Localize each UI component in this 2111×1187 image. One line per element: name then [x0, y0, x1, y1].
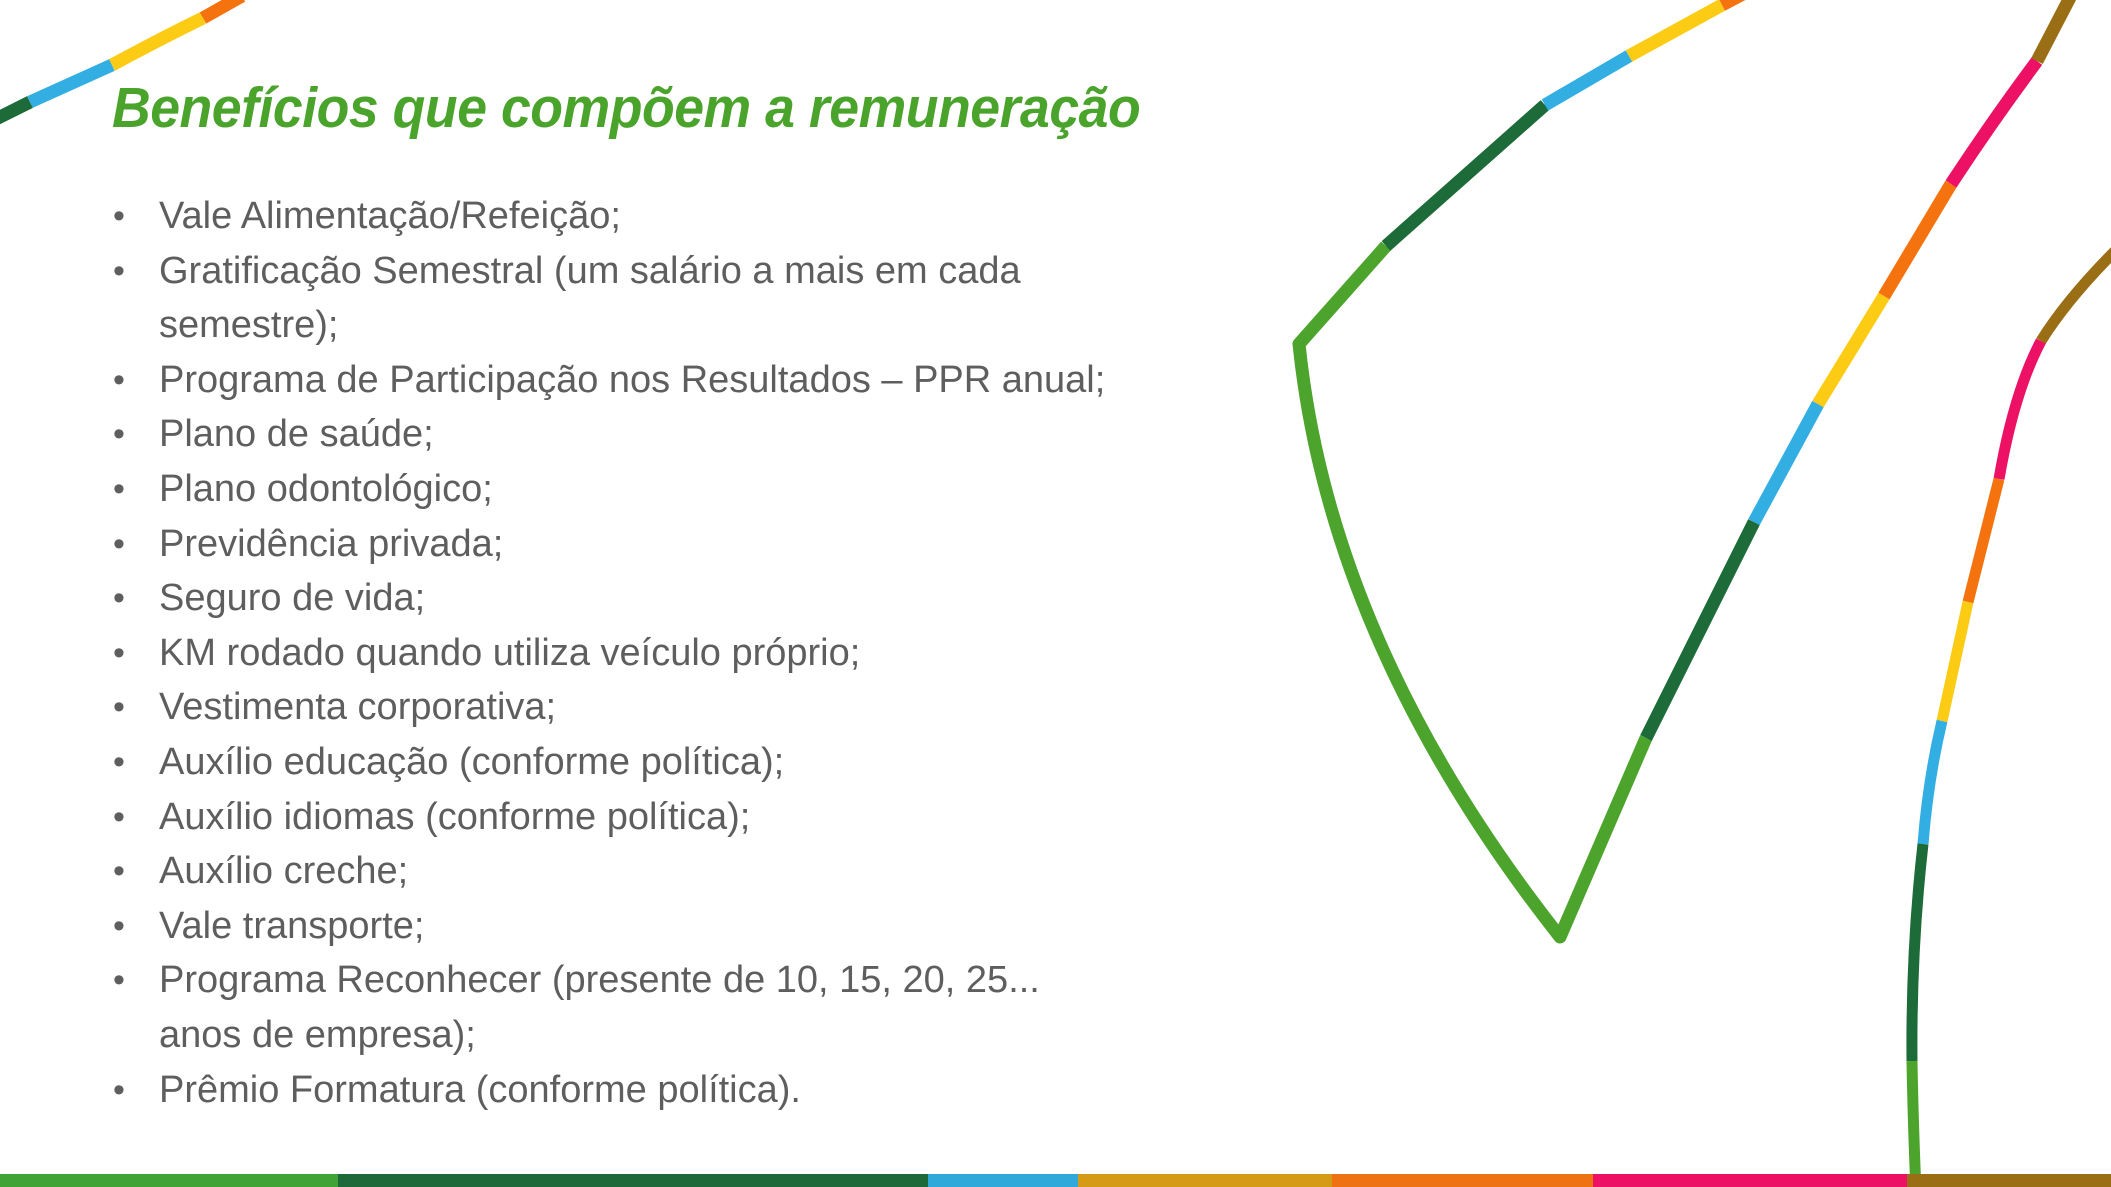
rightedge-curve-green-segment [1912, 1061, 1916, 1187]
benefit-item [113, 244, 1193, 299]
benefit-text: Auxílio creche; [159, 850, 409, 893]
bullet-marker: • [113, 469, 125, 508]
bullet-marker: • [113, 688, 125, 727]
rightedge-curve-yellow-segment [1942, 602, 1968, 721]
checkmark-left-darkgreen-segment [1386, 105, 1545, 246]
bullet-marker: • [113, 797, 125, 836]
benefit-text: Prêmio Formatura (conforme política). [159, 1068, 801, 1111]
rightedge-curve-brown-segment [2041, 249, 2111, 341]
benefit-text: Programa Reconhecer (presente de 10, 15, 20, 25... [159, 959, 1040, 1002]
checkmark-right-blue-segment [1754, 404, 1818, 522]
benefit-text: Vestimenta corporativa; [159, 686, 557, 729]
checkmark-right-darkgreen-segment [1646, 522, 1754, 738]
benefit-text: Previdência privada; [159, 522, 504, 565]
benefit-text: Gratificação Semestral (um salário a mais em cada [159, 249, 1021, 292]
benefit-item [113, 189, 1193, 244]
benefit-text: KM rodado quando utiliza veículo próprio; [159, 631, 861, 674]
bullet-marker: • [113, 742, 125, 781]
rightedge-curve-pink-segment [1999, 341, 2041, 479]
checkmark-right-orange-segment [1884, 184, 1951, 296]
bullet-marker: • [113, 961, 125, 1000]
benefit-text: anos de empresa); [159, 1013, 476, 1056]
checkmark-right-yellow-segment [1818, 296, 1884, 404]
bullet-marker: • [113, 197, 125, 235]
bottom-bar-segment [1078, 1174, 1332, 1187]
benefit-item [113, 1063, 1193, 1118]
topleft-ribbon-yellow-segment [112, 18, 203, 65]
checkmark-left-orange-segment [1722, 0, 1760, 5]
bullet-marker: • [113, 906, 125, 945]
benefit-text: Vale transporte; [159, 904, 425, 947]
topleft-ribbon-darkgreen-segment [0, 102, 30, 120]
benefit-item [113, 680, 1193, 735]
benefit-item-continuation [113, 1008, 1193, 1063]
benefit-text: Plano de saúde; [159, 413, 434, 456]
benefit-text: semestre); [159, 304, 339, 347]
benefit-text: Auxílio idiomas (conforme política); [159, 795, 751, 838]
checkmark-left-blue-segment [1545, 56, 1629, 105]
benefit-item [113, 790, 1193, 845]
benefit-text: Auxílio educação (conforme política); [159, 740, 785, 783]
bullet-marker: • [113, 633, 125, 672]
bottom-bar [0, 1174, 2111, 1187]
benefit-item [113, 571, 1193, 626]
rightedge-curve-orange-segment [1968, 479, 1999, 602]
topleft-ribbon-orange-segment [203, 0, 242, 18]
benefit-item [113, 462, 1193, 517]
bottom-bar-segment [338, 1174, 928, 1187]
benefit-item [113, 353, 1193, 408]
bottom-bar-segment [1332, 1174, 1593, 1187]
checkmark-green-core [1299, 246, 1646, 937]
benefit-text: Vale Alimentação/Refeição; [159, 195, 621, 237]
benefit-item [113, 735, 1193, 790]
benefit-text: Programa de Participação nos Resultados – PPR anual; [159, 358, 1106, 401]
benefit-item [113, 899, 1193, 954]
benefit-text: Plano odontológico; [159, 467, 493, 510]
bullet-marker: • [113, 251, 125, 290]
bottom-bar-segment [1907, 1174, 2111, 1187]
bullet-marker: • [113, 579, 125, 618]
benefit-item [113, 407, 1193, 462]
bullet-marker: • [113, 415, 125, 454]
rightedge-curve-darkgreen-segment [1912, 844, 1923, 1061]
benefit-text: Seguro de vida; [159, 577, 426, 620]
bottom-bar-segment [1593, 1174, 1907, 1187]
checkmark-right-brown-segment [2037, 0, 2076, 61]
benefit-item [113, 626, 1193, 681]
bottom-bar-segment [0, 1174, 338, 1187]
checkmark-right-pink-segment [1951, 61, 2037, 184]
benefit-item [113, 517, 1193, 572]
benefit-item [113, 953, 1193, 1008]
page-title: Benefícios que compõem a remuneração [112, 76, 1141, 140]
benefit-item-continuation [113, 298, 1193, 353]
rightedge-curve-blue-segment [1923, 721, 1942, 844]
topleft-ribbon-blue-segment [30, 65, 112, 102]
checkmark-left-yellow-segment [1629, 5, 1722, 56]
benefits-list [113, 189, 1193, 1117]
bullet-marker: • [113, 852, 125, 891]
bottom-bar-segment [928, 1174, 1078, 1187]
bullet-marker: • [113, 1070, 125, 1109]
benefit-item [113, 844, 1193, 899]
bullet-marker: • [113, 524, 125, 563]
bullet-marker: • [113, 360, 125, 399]
